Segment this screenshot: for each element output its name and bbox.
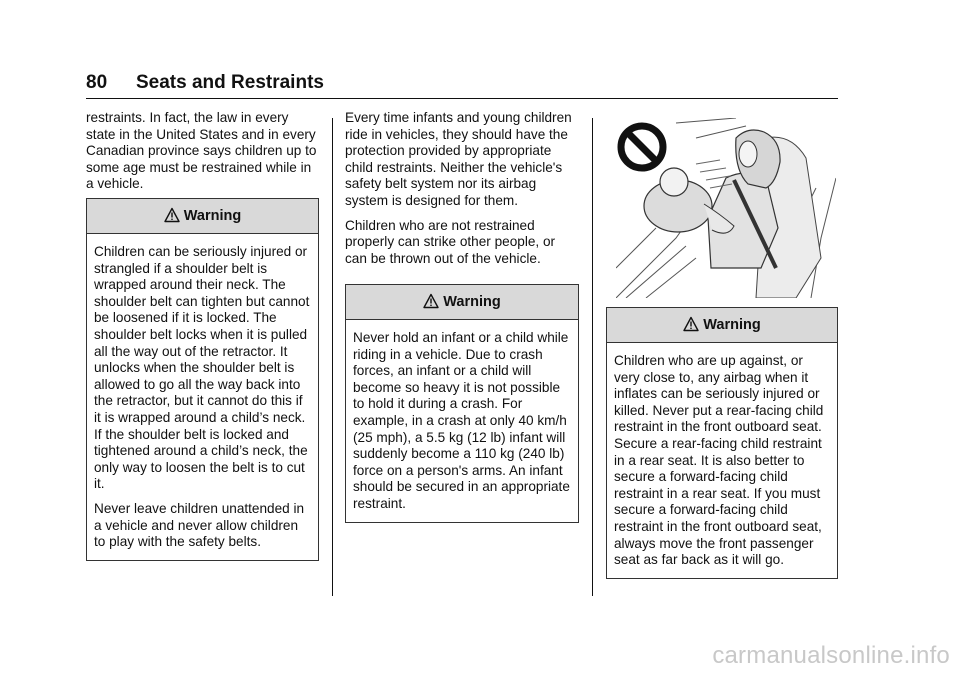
warning-body (607, 343, 837, 578)
body-paragraph: Every time infants and young children ride in vehicles, they should have the protection provided by appropriate child restraints. Neither the vehicle's safety belt system nor its airbag system is designed for them. (345, 110, 572, 208)
warning-title: Warning (183, 208, 242, 224)
warning-triangle-icon (423, 293, 439, 309)
intro-paragraph: restraints. In fact, the law in every state in the United States and in every Canadian province says children up to some age must be restrained while in a vehicle. (86, 110, 317, 192)
column-1 (86, 110, 318, 201)
section-title: Seats and Restraints (136, 72, 324, 93)
header-rule (86, 98, 838, 99)
warning-header (607, 308, 837, 343)
warning-title: Warning (703, 317, 761, 333)
warning-title: Warning (443, 294, 501, 310)
warning-box-3 (606, 307, 838, 579)
warning-header (346, 285, 578, 320)
no-holding-infant-illustration (616, 118, 836, 298)
watermark-text: carmanualsonline.info (712, 642, 950, 669)
column-2 (345, 110, 578, 275)
warning-box-1 (86, 198, 319, 561)
warning-paragraph: Never hold an infant or a child while riding in a vehicle. Due to crash forces, an infant or a child will become so heavy it is not possible to hold it during a crash. For example, in a crash at only 40 km/h (25 mph), a 5.5 kg (12 lb) infant will suddenly become a 110 kg (240 lb) force on a person's arms. An infant should be secured in an appropriate restraint. (353, 330, 570, 511)
warning-paragraph: Never leave children unattended in a vehicle and never allow children to play with the safety belts. (94, 500, 305, 550)
warning-header (87, 199, 318, 234)
warning-body (87, 234, 318, 560)
body-paragraph: Children who are not restrained properly can strike other people, or can be thrown out of the vehicle. (345, 217, 556, 266)
warning-paragraph: Children who are up against, or very close to, any airbag when it inflates can be seriously injured or killed. Never put a rear-facing child restraint in the front outboard seat. Secure a rear-facing child restraint in a rear seat. It is also better to secure a forward-facing child restraint in a rear seat. If you must secure a forward-facing child restraint in the front outboard seat, always move the front passenger seat as far back as it will go. (614, 353, 824, 568)
page-number: 80 (86, 72, 108, 93)
warning-box-2 (345, 284, 579, 523)
warning-paragraph: Children can be seriously injured or strangled if a shoulder belt is wrapped around their neck. The shoulder belt can tighten but cannot be loosened if it is locked. The shoulder belt locks when it is pulled all the way out of the retractor. It unlocks when the shoulder belt is allowed to go all the way back into the retractor, but it cannot do this if it is wrapped around a child’s neck. If the shoulder belt is locked and tightened around a child’s neck, the only way to loosen the belt is to cut it. (94, 244, 310, 492)
warning-triangle-icon (164, 207, 180, 223)
column-divider-2 (592, 118, 593, 596)
page-header (86, 72, 324, 94)
column-divider-1 (332, 118, 333, 596)
warning-body (346, 320, 578, 522)
warning-triangle-icon (683, 316, 699, 332)
